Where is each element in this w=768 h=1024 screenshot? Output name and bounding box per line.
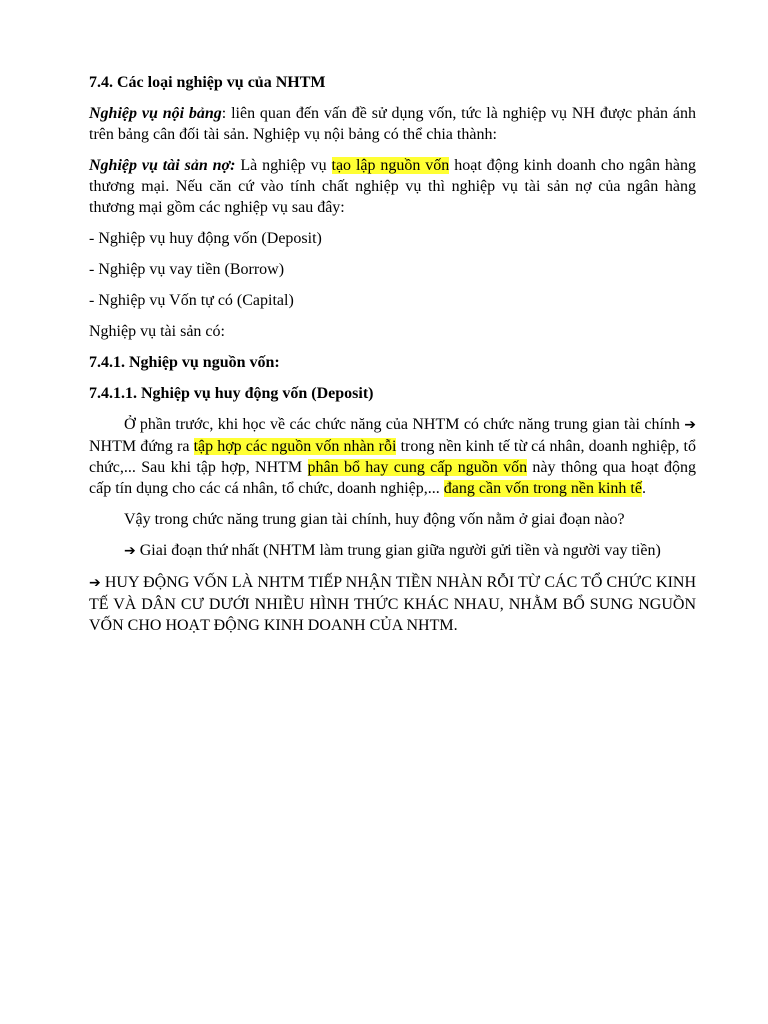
list-item: - Nghiệp vụ vay tiền (Borrow) xyxy=(89,261,285,278)
heading-7-4-1: 7.4.1. Nghiệp vụ nguồn vốn: xyxy=(89,354,280,371)
paragraph-question: Vậy trong chức năng trung gian tài chính, huy động vốn nằm ở giai đoạn nào? xyxy=(124,511,625,528)
text-p3-b: NHTM đứng ra xyxy=(89,438,194,455)
arrow-right-icon: ➔ xyxy=(684,417,696,433)
paragraph-answer xyxy=(89,540,696,562)
arrow-right-icon: ➔ xyxy=(89,575,101,591)
text-answer: Giai đoạn thứ nhất (NHTM làm trung gian giữa người gửi tiền và người vay tiền) xyxy=(135,542,661,559)
highlight-tao-lap: tạo lập nguồn vốn xyxy=(331,157,450,174)
text-noi-bang: : liên quan đến vấn đề sử dụng vốn, tức là nghiệp vụ NH được phản ánh trên bảng cân đối tài sản. Nghiệp vụ nội bảng có thể chia thành: xyxy=(89,105,696,143)
highlight-dang-can-von: đang cần vốn trong nền kinh tế xyxy=(443,480,642,497)
paragraph-noi-bang xyxy=(89,103,696,145)
paragraph-tai-san-co: Nghiệp vụ tài sản có: xyxy=(89,323,225,340)
heading-7-4: 7.4. Các loại nghiệp vụ của NHTM xyxy=(89,74,326,91)
paragraph-definition xyxy=(89,572,696,636)
text-definition: HUY ĐỘNG VỐN LÀ NHTM TIẾP NHẬN TIỀN NHÀN RỖI TỪ CÁC TỔ CHỨC KINH TẾ VÀ DÂN CƯ DƯỚI NHIỀU HÌNH THỨC KHÁC NHAU, NHẰM BỔ SUNG NGUỒN VỐN CHO HOẠT ĐỘNG KINH DOANH CỦA NHTM. xyxy=(89,574,696,634)
paragraph-intermediary xyxy=(89,414,696,499)
highlight-tap-hop: tập hợp các nguồn vốn nhàn rỗi xyxy=(193,438,397,455)
text-tai-san-no-a: Là nghiệp vụ xyxy=(235,157,332,174)
list-item: - Nghiệp vụ Vốn tự có (Capital) xyxy=(89,292,294,309)
paragraph-tai-san-no xyxy=(89,155,696,218)
text-tai-san-no-b: hoạt động kinh doanh cho ngân hàng thương mại. Nếu căn cứ vào tính chất nghiệp vụ thì nghiệp vụ tài sản nợ của ngân hàng thương mại gồm các nghiệp vụ sau đây: xyxy=(89,157,697,216)
highlight-phan-bo: phân bổ hay cung cấp nguồn vốn xyxy=(307,459,528,476)
text-p3-d: này thông qua hoạt động cấp tín dụng cho các cá nhân, tổ chức, doanh nghiệp,... xyxy=(89,459,696,497)
term-noi-bang: Nghiệp vụ nội bảng xyxy=(89,105,222,122)
text-p3-c: trong nền kinh tế từ cá nhân, doanh nghiệp, tổ chức,... Sau khi tập hợp, NHTM xyxy=(89,438,696,476)
arrow-right-icon: ➔ xyxy=(124,543,136,559)
heading-7-4-1-1: 7.4.1.1. Nghiệp vụ huy động vốn (Deposit) xyxy=(89,385,374,402)
term-tai-san-no: Nghiệp vụ tài sản nợ: xyxy=(89,157,236,174)
list-item: - Nghiệp vụ huy động vốn (Deposit) xyxy=(89,230,322,247)
text-p3-a: Ở phần trước, khi học về các chức năng của NHTM có chức năng trung gian tài chính xyxy=(124,416,685,433)
text-p3-e: . xyxy=(641,480,646,497)
